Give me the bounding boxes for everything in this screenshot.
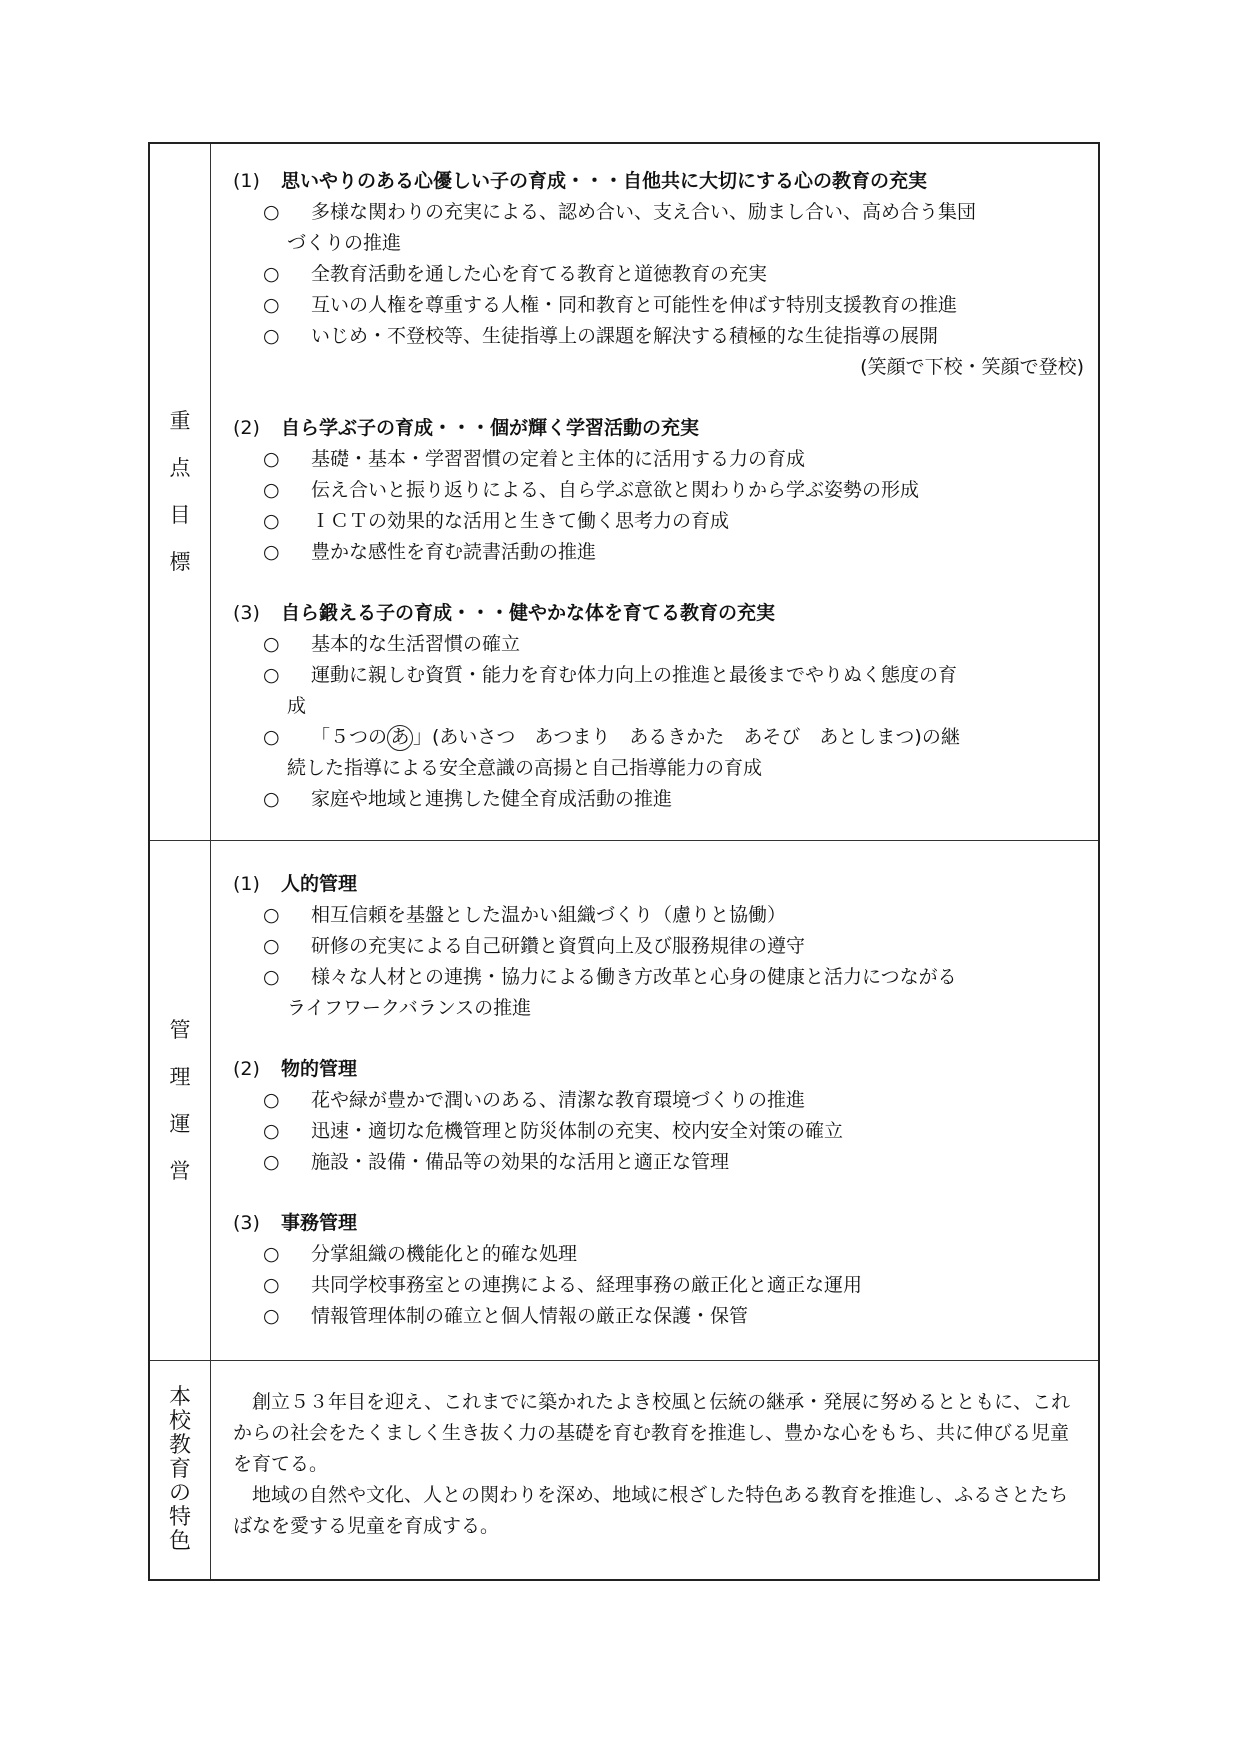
list-item: ○ 施設・設備・備品等の効果的な活用と適正な管理 — [263, 1151, 730, 1173]
goal-group-2 — [233, 413, 1086, 568]
section-content — [211, 841, 1098, 1360]
list-item: ○ 様々な人材との連携・協力による働き方改革と心身の健康と活力につながる ライフワークバランスの推進 — [263, 966, 957, 1019]
list-item: ○ 多様な関わりの充実による、認め合い、支え合い、励まし合い、高め合う集団 づくりの推進 — [263, 201, 977, 254]
list-item: ○ 花や緑が豊かで潤いのある、清潔な教育環境づくりの推進 — [263, 1089, 806, 1111]
group-heading: (1) 思いやりのある心優しい子の育成・・・自他共に大切にする心の教育の充実 — [233, 170, 928, 192]
list-item: ○ 相互信頼を基盤とした温かい組織づくり（慮りと協働） — [263, 904, 787, 926]
list-item: ○ 基本的な生活習慣の確立 — [263, 633, 521, 655]
goal-group-3 — [233, 598, 1086, 815]
circled-character: あ — [387, 725, 413, 751]
section-label-cell — [150, 144, 211, 840]
list-item: ○ 運動に親しむ資質・能力を育む体力向上の推進と最後までやりぬく態度の育 成 — [263, 664, 958, 717]
group-heading: (3) 事務管理 — [233, 1212, 358, 1234]
section-label-cell — [150, 1361, 211, 1579]
list-item: ○ 情報管理体制の確立と個人情報の厳正な保護・保管 — [263, 1305, 749, 1327]
feature-paragraph: 地域の自然や文化、人との関わりを深め、地域に根ざした特色ある教育を推進し、ふるさとたちばなを愛する児童を育成する。 — [233, 1484, 1069, 1537]
list-item: ○ いじめ・不登校等、生徒指導上の課題を解決する積極的な生徒指導の展開 — [263, 325, 939, 347]
management-group-3 — [233, 1208, 1086, 1332]
plan-table — [148, 142, 1100, 1581]
management-group-1 — [233, 869, 1086, 1024]
list-item: ○ 迅速・適切な危機管理と防災体制の充実、校内安全対策の確立 — [263, 1120, 844, 1142]
section-school-features — [150, 1361, 1098, 1579]
section-content — [211, 1361, 1098, 1579]
list-item: ○ ＩＣＴの効果的な活用と生きて働く思考力の育成 — [263, 510, 730, 532]
list-item: ○ 共同学校事務室との連携による、経理事務の厳正化と適正な運用 — [263, 1274, 863, 1296]
section-management — [150, 841, 1098, 1361]
group-heading: (2) 自ら学ぶ子の育成・・・個が輝く学習活動の充実 — [233, 417, 700, 439]
list-item: ○ 伝え合いと振り返りによる、自ら学ぶ意欲と関わりから学ぶ姿勢の形成 — [263, 479, 920, 501]
feature-paragraph: 創立５３年目を迎え、これまでに築かれたよき校風と伝統の継承・発展に努めるとともに、これからの社会をたくましく生き抜く力の基礎を育む教育を推進し、豊かな心をもち、共に伸びる児童を育てる。 — [233, 1391, 1071, 1475]
section-label: 管 理 運 営 — [169, 1017, 191, 1183]
list-item: ○ 互いの人権を尊重する人権・同和教育と可能性を伸ばす特別支援教育の推進 — [263, 294, 958, 316]
section-label: 重 点 目 標 — [169, 409, 191, 574]
group-heading: (3) 自ら鍛える子の育成・・・健やかな体を育てる教育の充実 — [233, 602, 776, 624]
section-label-cell — [150, 841, 211, 1360]
management-group-2 — [233, 1054, 1086, 1178]
list-item: ○ 豊かな感性を育む読書活動の推進 — [263, 541, 597, 563]
group-heading: (1) 人的管理 — [233, 873, 358, 895]
list-item: ○ 分掌組織の機能化と的確な処理 — [263, 1243, 578, 1265]
goal-group-1 — [233, 166, 1086, 383]
group-heading: (2) 物的管理 — [233, 1058, 358, 1080]
list-item: ○ 家庭や地域と連携した健全育成活動の推進 — [263, 788, 673, 810]
section-label: 本 校 教 育 の 特 色 — [168, 1385, 191, 1554]
section-content — [211, 144, 1098, 840]
list-item: ○ 研修の充実による自己研鑽と資質向上及び服務規律の遵守 — [263, 935, 806, 957]
list-item: ○ 「５つの あ 」(あいさつ あつまり あるきかた あそび あとしまつ)の継 続した指導による安全意識の高揚と自己指導能力の育成 — [263, 726, 960, 779]
list-item: ○ 基礎・基本・学習習慣の定着と主体的に活用する力の育成 — [263, 448, 806, 470]
group-note: (笑顔で下校・笑顔で登校) — [860, 356, 1084, 378]
section-priority-goals — [150, 144, 1098, 841]
list-item: ○ 全教育活動を通した心を育てる教育と道徳教育の充実 — [263, 263, 768, 285]
